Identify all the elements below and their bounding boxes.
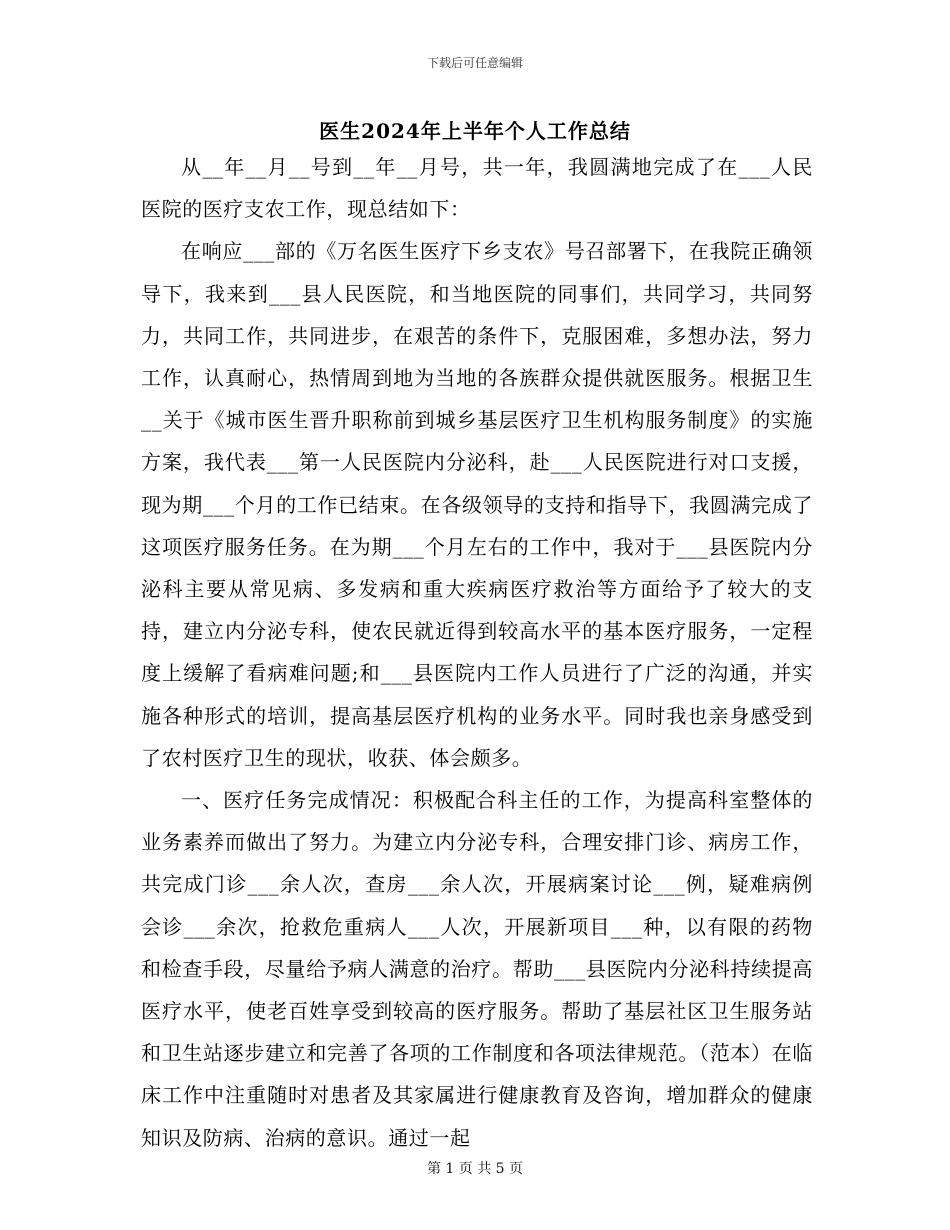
paragraph-background: 在响应___部的《万名医生医疗下乡支农》号召部署下，在我院正确领导下，我来到___县人民医院，和当地医院的同事们，共同学习，共同努力，共同工作，共同进步，在艰苦的条件下，克服困难，多想办法，努力工作，认真耐心，热情周到地为当地的各族群众提供就医服务。根据卫生__关于《城市医生晋升职称前到城乡基层医疗卫生机构服务制度》的实施方案，我代表___第一人民医院内分泌科，赴___人民医院进行对口支援，现为期___个月的工作已结束。在各级领导的支持和指导下，我圆满完成了这项医疗服务任务。在为期___个月左右的工作中，我对于___县医院内分泌科主要从常见病、多发病和重大疾病医疗救治等方面给予了较大的支持，建立内分泌专科，使农民就近得到较高水平的基本医疗服务，一定程度上缓解了看病难问题;和___县医院内工作人员进行了广泛的沟通，并实施各种形式的培训，提高基层医疗机构的业务水平。同时我也亲身感受到了农村医疗卫生的现状，收获、体会颇多。	[141, 239, 813, 770]
header-note: 下载后可任意编辑	[426, 56, 523, 70]
paragraph-intro: 从__年__月__号到__年__月号，共一年，我圆满地完成了在___人民医院的医疗支农工作，现总结如下：	[141, 155, 813, 222]
paragraph-task-completion: 一、医疗任务完成情况：积极配合科主任的工作，为提高科室整体的业务素养而做出了努力。为建立内分泌专科，合理安排门诊、病房工作，共完成门诊___余人次，查房___余人次，开展病案讨论___例，疑难病例会诊___余次，抢救危重病人___人次，开展新项目___种，以有限的药物和检查手段，尽量给予病人满意的治疗。帮助___县医院内分泌科持续提高医疗水平，使老百姓享受到较高的医疗服务。帮助了基层社区卫生服务站和卫生站逐步建立和完善了各项的工作制度和各项法律规范。（范本）在临床工作中注重随时对患者及其家属进行健康教育及咨询，增加群众的健康知识及防病、治病的意识。通过一起	[141, 788, 813, 1150]
page-number: 第 1 页 共 5 页	[426, 1161, 524, 1177]
document-title: 医生2024年上半年个人工作总结	[319, 119, 631, 143]
document-body	[141, 146, 813, 1159]
